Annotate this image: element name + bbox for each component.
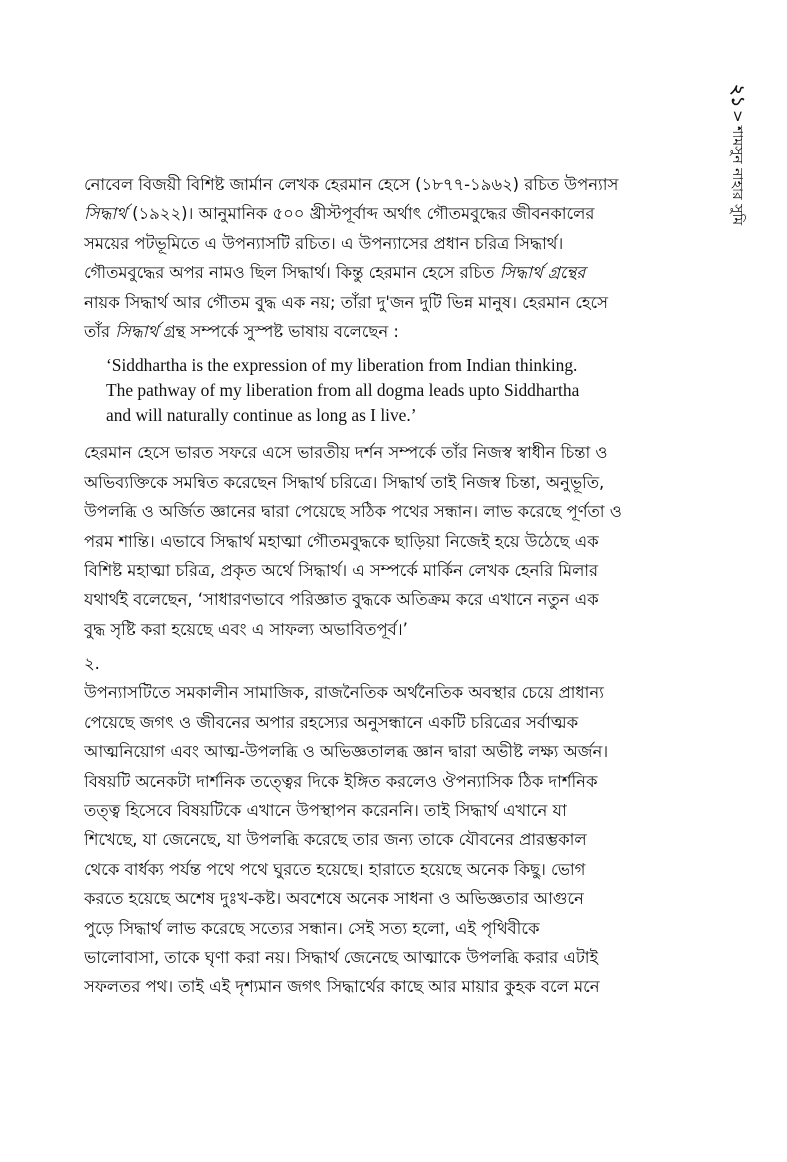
running-header-vertical [700,70,787,260]
text-line: বিষয়টি অনেকটা দার্শনিক তত্ত্বের দিকে ইঙ্গিত করলেও ঔপন্যাসিক ঠিক দার্শনিক [84,771,598,791]
text-line: সময়ের পটভূমিতে এ উপন্যাসটি রচিত। এ উপন্যাসের প্রধান চরিত্র সিদ্ধার্থ। [84,233,564,253]
quote-line: The pathway of my liberation from all dogma leads upto Siddhartha [106,380,580,401]
text-line: উপন্যাসটিতে সমকালীন সামাজিক, রাজনৈতিক অর্থনৈতিক অবস্থার চেয়ে প্রাধান্য [84,683,604,703]
page-number: ২১ [727,84,748,108]
text-line: নোবেল বিজয়ী বিশিষ্ট জার্মান লেখক হেরমান হেসে (১৮৭৭-১৯৬২) রচিত উপন্যাস [84,175,619,194]
paragraph-india-visit [84,438,650,644]
running-header [700,70,787,260]
body-text [84,170,650,1002]
text-line: তাঁর সিদ্ধার্থ গ্রন্থ সম্পর্কে সুস্পষ্ট ভাষায় বলেছেন : [84,322,399,342]
header-separator: > [729,110,747,123]
text-line: সফলতর পথ। তাই এই দৃশ্যমান জগৎ সিদ্ধার্থের কাছে আর মায়ার কুহক বলে মনে [84,977,600,997]
text-line: পেয়েছে জগৎ ও জীবনের অপার রহস্যের অনুসন্ধানে একটি চরিত্রের সর্বাত্মক [84,712,579,732]
text-line: পরম শান্তি। এভাবে সিদ্ধার্থ মহাত্মা গৌতমবুদ্ধকে ছাড়িয়া নিজেই হয়ে উঠেছে এক [84,531,599,551]
text-line: শিখেছে, যা জেনেছে, যা উপলব্ধি করেছে তার জন্য তাকে যৌবনের প্রারম্ভকাল [84,830,587,850]
text-line: যথার্থই বলেছেন, ‘সাধারণভাবে পরিজ্ঞাত বুদ্ধকে অতিক্রম করে এখানে নতুন এক [84,590,599,610]
text-line: বিশিষ্ট মহাত্মা চরিত্র, প্রকৃত অর্থে সিদ্ধার্থ। এ সম্পর্কে মার্কিন লেখক হেনরি মিলার [84,561,599,581]
text-line: হেরমান হেসে ভারত সফরে এসে ভারতীয় দর্শন সম্পর্কে তাঁর নিজস্ব স্বাধীন চিন্তা ও [84,443,608,463]
quote-line: and will naturally continue as long as I live.’ [106,405,417,426]
text-line: উপলব্ধি ও অর্জিত জ্ঞানের দ্বারা পেয়েছে সঠিক পথের সন্ধান। লাভ করেছে পূর্ণতা ও [84,502,622,522]
text-line: তত্ত্ব হিসেবে বিষয়টিকে এখানে উপস্থাপন করেননি। তাই সিদ্ধার্থ এখানে যা [84,800,567,820]
text-line: পুড়ে সিদ্ধার্থ লাভ করেছে সত্যের সন্ধান। সেই সত্য হলো, এই পৃথিবীকে [84,918,540,938]
quote-line: ‘Siddhartha is the expression of my liberation from Indian thinking. [106,355,578,376]
text-line: করতে হয়েছে অশেষ দুঃখ-কষ্ট। অবশেষে অনেক সাধনা ও অভিজ্ঞতার আগুনে [84,889,584,909]
book-title: সিদ্ধার্থ [84,204,127,224]
text-line: সিদ্ধার্থ (১৯২২)। আনুমানিক ৫০০ খ্রীস্টপূর্বাব্দ অর্থাৎ গৌতমবুদ্ধের জীবনকালের [84,204,595,224]
text-line: বুদ্ধ সৃষ্টি করা হয়েছে এবং এ সাফল্য অভাবিতপূর্ব।’ [84,619,408,639]
book-title: সিদ্ধার্থ [115,322,159,342]
text-line: নায়ক সিদ্ধার্থ আর গৌতম বুদ্ধ এক নয়; তাঁরা দু'জন দুটি ভিন্ন মানুষ। হেরমান হেসে [84,292,608,312]
running-title: শামসুন নাহার সুমি [729,126,745,226]
block-quote [106,353,650,428]
text-line: আত্মনিয়োগ এবং আত্ম-উপলব্ধি ও অভিজ্ঞতালব্ধ জ্ঞান দ্বারা অভীষ্ট লক্ষ্য অর্জন। [84,742,609,762]
text-line: গৌতমবুদ্ধের অপর নামও ছিল সিদ্ধার্থ। কিন্তু হেরমান হেসে রচিত সিদ্ধার্থ গ্রন্থের [84,263,586,283]
text-line: থেকে বার্ধক্য পর্যন্ত পথে পথে ঘুরতে হয়েছে। হারাতে হয়েছে অনেক কিছু। ভোগ [84,859,586,879]
book-title: সিদ্ধার্থ গ্রন্থের [499,263,586,283]
paragraph-intro [84,170,650,346]
text-line: অভিব্যক্তিকে সমন্বিত করেছেন সিদ্ধার্থ চরিত্রে। সিদ্ধার্থ তাই নিজস্ব চিন্তা, অনুভূতি, [84,472,605,492]
text-line: ভালোবাসা, তাকে ঘৃণা করা নয়। সিদ্ধার্থ জেনেছে আত্মাকে উপলব্ধি করার এটাই [84,947,599,967]
paragraph-theme [84,678,650,1001]
section-number: ২. [84,654,100,674]
